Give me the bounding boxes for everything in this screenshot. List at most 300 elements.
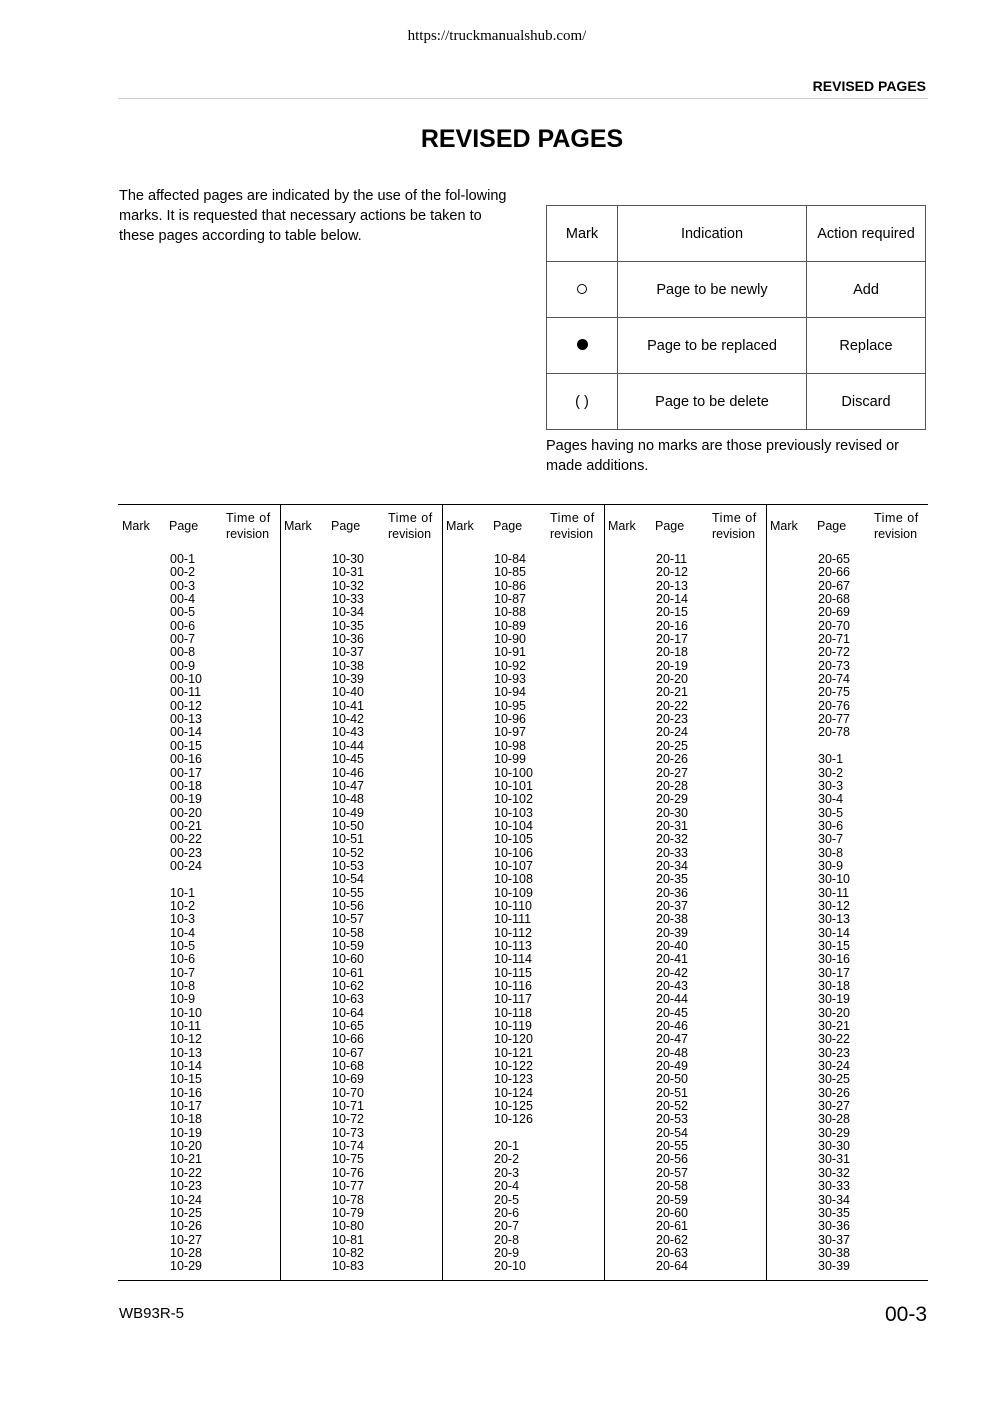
- page-entry: 20-52: [656, 1099, 688, 1114]
- page-entry: 10-110: [494, 898, 532, 913]
- page-entry: 10-17: [170, 1099, 202, 1114]
- page-entry: 30-21: [818, 1019, 850, 1034]
- page-entry: 20-39: [656, 925, 688, 940]
- page-entry: 10-51: [332, 832, 364, 847]
- indication-discard: Page to be delete: [618, 374, 807, 430]
- page-entry: 20-68: [818, 592, 850, 607]
- page-entry: 00-23: [170, 845, 202, 860]
- page-entry: 10-56: [332, 898, 364, 913]
- running-header: REVISED PAGES: [812, 78, 926, 94]
- page-entry: [170, 873, 202, 886]
- filled-circle-icon: [577, 339, 588, 350]
- page-entry: 20-61: [656, 1219, 688, 1234]
- page-entry: 10-109: [494, 885, 533, 900]
- page-entry: 10-83: [332, 1259, 364, 1274]
- page-entry: 00-2: [170, 565, 196, 580]
- page-entry: 10-22: [170, 1165, 202, 1180]
- page-entry: 10-104: [494, 818, 533, 833]
- page-entry: 20-41: [656, 952, 688, 967]
- page-entry: 20-49: [656, 1059, 688, 1074]
- page-entry: 10-123: [494, 1072, 533, 1087]
- page-entry: 30-11: [818, 885, 850, 900]
- page-entry: 10-113: [494, 938, 532, 953]
- page-entry: 20-1: [494, 1139, 520, 1154]
- page-entry: 10-4: [170, 925, 196, 940]
- marks-row-discard: [547, 374, 926, 430]
- page-entry: 20-21: [656, 685, 688, 700]
- page-entry: 10-13: [170, 1045, 202, 1060]
- intro-paragraph: The affected pages are indicated by the use of the fol-lowing marks. It is requested that necessary actions be taken to these pages according to table below.: [119, 188, 507, 244]
- page-entry: 30-34: [818, 1192, 850, 1207]
- page-entry: 10-74: [332, 1139, 364, 1154]
- page-entry: 30-9: [818, 858, 844, 873]
- page-entry: 10-82: [332, 1245, 364, 1260]
- page-entry: 10-25: [170, 1205, 202, 1220]
- page-entry: 30-38: [818, 1245, 850, 1260]
- page-entry: 10-29: [170, 1259, 202, 1274]
- page-entry: 10-38: [332, 658, 364, 673]
- page-entry: 20-29: [656, 792, 688, 807]
- page-entry: 10-84: [494, 552, 526, 566]
- page-entry: 10-68: [332, 1059, 364, 1074]
- page-entry: 10-87: [494, 592, 526, 607]
- page-entry: 10-106: [494, 845, 533, 860]
- page-entry: 30-26: [818, 1085, 850, 1100]
- page-entry: 20-71: [818, 632, 850, 647]
- page-entry: 10-20: [170, 1139, 202, 1154]
- marks-row-add: [547, 262, 926, 318]
- page-entry: 20-62: [656, 1232, 688, 1247]
- page-entry: 10-60: [332, 952, 364, 967]
- page-entry: 10-65: [332, 1019, 364, 1034]
- page-entry: 10-115: [494, 965, 532, 980]
- page-entry: 20-17: [656, 632, 688, 647]
- page-entry: 30-10: [818, 872, 850, 887]
- page-entry: 10-58: [332, 925, 364, 940]
- page-entry: 10-91: [494, 645, 526, 660]
- marks-header-mark: Mark: [547, 206, 618, 262]
- page-entry: 20-12: [656, 565, 688, 580]
- page-entry: 00-24: [170, 858, 202, 873]
- page-entry: 10-11: [170, 1019, 202, 1034]
- page-entry: 30-39: [818, 1259, 850, 1274]
- page-entry: 10-108: [494, 872, 533, 887]
- indication-replace: Page to be replaced: [618, 318, 807, 374]
- page-entries: [332, 553, 364, 1274]
- page-entry: 20-51: [656, 1085, 688, 1100]
- page-entry: 30-5: [818, 805, 844, 820]
- page-entry: 20-60: [656, 1205, 688, 1220]
- page-entry: 20-63: [656, 1245, 688, 1260]
- page-entry: 10-46: [332, 765, 364, 780]
- page-entry: 10-14: [170, 1059, 202, 1074]
- page-entry: 20-15: [656, 605, 688, 620]
- page-entry: 10-8: [170, 979, 196, 993]
- page-entry: 10-71: [332, 1099, 364, 1114]
- page-list-column-4: [604, 505, 767, 1280]
- marks-table-header-row: [547, 206, 926, 262]
- model-number: WB93R-5: [119, 1305, 185, 1322]
- page-entry: 10-37: [332, 645, 364, 660]
- page-entry: 30-4: [818, 792, 844, 807]
- page-entry: 20-69: [818, 605, 850, 620]
- page-entry: 20-70: [818, 618, 850, 633]
- page-entry: 20-43: [656, 979, 688, 993]
- page-entry: 20-55: [656, 1139, 688, 1154]
- page-entry: 10-98: [494, 738, 526, 753]
- page-entry: 10-53: [332, 858, 364, 873]
- action-discard: Discard: [807, 374, 926, 430]
- page-entry: 30-17: [818, 965, 850, 980]
- page-entry: 10-21: [170, 1152, 202, 1167]
- page-entry: 10-103: [494, 805, 533, 820]
- page-entry: 10-19: [170, 1125, 202, 1140]
- page-entry: 20-40: [656, 938, 688, 953]
- page-entry: 10-55: [332, 885, 364, 900]
- page-entry: 20-14: [656, 592, 688, 607]
- marks-header-indication: Indication: [618, 206, 807, 262]
- action-add: Add: [807, 262, 926, 318]
- page-entry: 30-1: [818, 752, 844, 767]
- page-entry: 00-20: [170, 805, 202, 820]
- page-entry: 10-33: [332, 592, 364, 607]
- page-entries: [494, 553, 533, 1274]
- page-entry: 10-10: [170, 1005, 202, 1020]
- page-entry: 30-22: [818, 1032, 850, 1047]
- page-entry: 10-75: [332, 1152, 364, 1167]
- marks-header-action: Action required: [807, 206, 926, 262]
- page-entry: 10-70: [332, 1085, 364, 1100]
- mark-cell-replace: [547, 318, 618, 374]
- page-entry: 00-13: [170, 712, 202, 727]
- page-entry: 20-5: [494, 1192, 520, 1207]
- page-entry: 30-7: [818, 832, 844, 847]
- page-entry: 20-67: [818, 578, 850, 593]
- page-entry: 10-80: [332, 1219, 364, 1234]
- page-entry: 10-100: [494, 765, 533, 780]
- page-entry: 20-72: [818, 645, 850, 660]
- page-entry: 20-32: [656, 832, 688, 847]
- page-entry: 10-2: [170, 898, 196, 913]
- page-entry: 10-93: [494, 672, 526, 687]
- mark-cell-discard: ( ): [547, 374, 618, 430]
- page-entry: 10-62: [332, 979, 364, 993]
- page-entry: 10-16: [170, 1085, 202, 1100]
- page-entry: 20-74: [818, 672, 850, 687]
- page-entry: 10-112: [494, 925, 532, 940]
- page-entry: 10-63: [332, 992, 364, 1007]
- page-entry: 30-27: [818, 1099, 850, 1114]
- page-entry: 20-66: [818, 565, 850, 580]
- page-entry: 00-11: [170, 685, 202, 700]
- page-entry: 30-23: [818, 1045, 850, 1060]
- page-entry: 20-78: [818, 725, 850, 740]
- page-entry: 10-52: [332, 845, 364, 860]
- page-entry: 30-13: [818, 912, 850, 927]
- page-entry: 00-15: [170, 738, 202, 753]
- page-entry: 10-72: [332, 1112, 364, 1127]
- page-entry: 10-26: [170, 1219, 202, 1234]
- page-entry: 20-30: [656, 805, 688, 820]
- page-entry: 00-16: [170, 752, 202, 767]
- page-entry: 10-81: [332, 1232, 364, 1247]
- page-entry: 10-15: [170, 1072, 202, 1087]
- page-entry: 10-42: [332, 712, 364, 727]
- page-entry: 20-64: [656, 1259, 688, 1274]
- header-rule: [118, 98, 928, 99]
- mark-cell-add: [547, 262, 618, 318]
- page-entry: 20-4: [494, 1179, 520, 1194]
- page-entry: 10-27: [170, 1232, 202, 1247]
- header-page: Page: [817, 519, 847, 533]
- page-entry: 20-58: [656, 1179, 688, 1194]
- page-entry: 20-31: [656, 818, 688, 833]
- page-entry: 10-40: [332, 685, 364, 700]
- page-entry: 00-12: [170, 698, 202, 713]
- page-entry: 10-28: [170, 1245, 202, 1260]
- page-entry: 10-102: [494, 792, 533, 807]
- page-entry: 20-16: [656, 618, 688, 633]
- page-entry: 20-36: [656, 885, 688, 900]
- page-entry: 10-12: [170, 1032, 202, 1047]
- page-entry: 10-31: [332, 565, 364, 580]
- page-entry: 20-76: [818, 698, 850, 713]
- page-entry: 10-107: [494, 858, 533, 873]
- page-list-column-1: [118, 505, 281, 1280]
- page-entry: 00-5: [170, 605, 196, 620]
- page-entry: 10-50: [332, 818, 364, 833]
- page-entries: [818, 553, 850, 1274]
- page-entry: 20-26: [656, 752, 688, 767]
- page-entry: 20-20: [656, 672, 688, 687]
- page-entry: 00-7: [170, 632, 196, 647]
- page-entry: 10-35: [332, 618, 364, 633]
- page-entry: 20-8: [494, 1232, 520, 1247]
- page-entry: 20-59: [656, 1192, 688, 1207]
- header-page: Page: [331, 519, 361, 533]
- page-entry: 20-35: [656, 872, 688, 887]
- page-entry: 10-95: [494, 698, 526, 713]
- page-entry: 20-47: [656, 1032, 688, 1047]
- indication-add: Page to be newly: [618, 262, 807, 318]
- page-entry: 20-44: [656, 992, 688, 1007]
- page-entry: 00-9: [170, 658, 196, 673]
- page-entry: 20-48: [656, 1045, 688, 1060]
- page-entry: 30-36: [818, 1219, 850, 1234]
- page-entry: 30-14: [818, 925, 850, 940]
- header-mark: Mark: [608, 519, 636, 533]
- page-entry: 20-73: [818, 658, 850, 673]
- page-entry: 30-3: [818, 778, 844, 793]
- page-entry: 30-33: [818, 1179, 850, 1194]
- page-entry: 10-111: [494, 912, 532, 927]
- page-entry: 20-2: [494, 1152, 520, 1167]
- page-entry: 20-23: [656, 712, 688, 727]
- page-entry: 00-17: [170, 765, 202, 780]
- header-page: Page: [169, 519, 199, 533]
- page-entry: 00-4: [170, 592, 196, 607]
- page-entries: [170, 553, 202, 1274]
- page-entry: 10-47: [332, 778, 364, 793]
- page-entry: 20-7: [494, 1219, 520, 1234]
- page-list-column-5: [766, 505, 928, 1280]
- page-entry: [494, 1127, 533, 1140]
- column-header: [604, 505, 766, 545]
- marks-note: Pages having no marks are those previously revised or made additions.: [546, 438, 900, 474]
- page-entry: 10-5: [170, 938, 196, 953]
- page-entry: 20-75: [818, 685, 850, 700]
- page-entry: 30-15: [818, 938, 850, 953]
- page-entry: 10-34: [332, 605, 364, 620]
- page-entry: 10-114: [494, 952, 532, 967]
- marks-legend-table: [546, 205, 926, 430]
- page-entry: 10-94: [494, 685, 526, 700]
- page-entry: 30-8: [818, 845, 844, 860]
- page-entry: 10-119: [494, 1019, 532, 1034]
- page-entry: 20-42: [656, 965, 688, 980]
- page-entry: 10-77: [332, 1179, 364, 1194]
- header-time-of-revision: Time of revision: [874, 511, 919, 541]
- page-entries: [656, 553, 688, 1274]
- marks-row-replace: [547, 318, 926, 374]
- page-entry: 20-65: [818, 552, 850, 566]
- page-entry: 10-6: [170, 952, 196, 967]
- page-entry: 20-38: [656, 912, 688, 927]
- page-number: 00-3: [884, 1303, 927, 1326]
- page-entry: 10-79: [332, 1205, 364, 1220]
- page-entry: 10-23: [170, 1179, 202, 1194]
- page-entry: 20-28: [656, 778, 688, 793]
- page-entry: 30-29: [818, 1125, 850, 1140]
- page-entry: 10-66: [332, 1032, 364, 1047]
- page-entry: 20-10: [494, 1259, 526, 1274]
- page-list-column-3: [442, 505, 605, 1280]
- header-page: Page: [655, 519, 685, 533]
- page-entry: 20-33: [656, 845, 688, 860]
- page-entry: 10-105: [494, 832, 533, 847]
- page-entry: 30-16: [818, 952, 850, 967]
- page-entry: 30-2: [818, 765, 844, 780]
- page-entry: 30-6: [818, 818, 844, 833]
- page-entry: 20-54: [656, 1125, 688, 1140]
- header-time-of-revision: Time of revision: [388, 511, 433, 541]
- page-entry: 30-25: [818, 1072, 850, 1087]
- page-entry: 10-64: [332, 1005, 364, 1020]
- revised-pages-list: [118, 504, 928, 1281]
- page-entry: 20-11: [656, 552, 688, 566]
- page-entry: [818, 740, 850, 753]
- page-entry: 10-32: [332, 578, 364, 593]
- page-entry: 00-22: [170, 832, 202, 847]
- page-entry: 30-12: [818, 898, 850, 913]
- page-entry: 10-69: [332, 1072, 364, 1087]
- page-entry: 00-21: [170, 818, 202, 833]
- page-entry: 10-3: [170, 912, 196, 927]
- page-entry: 20-53: [656, 1112, 688, 1127]
- page-entry: 10-88: [494, 605, 526, 620]
- page-entry: 20-57: [656, 1165, 688, 1180]
- page-entry: 10-43: [332, 725, 364, 740]
- page-entry: 20-37: [656, 898, 688, 913]
- page-entry: 10-39: [332, 672, 364, 687]
- page-entry: 20-77: [818, 712, 850, 727]
- page-entry: 10-1: [170, 885, 196, 900]
- page-entry: 30-19: [818, 992, 850, 1007]
- page-entry: 10-30: [332, 552, 364, 566]
- header-mark: Mark: [122, 519, 150, 533]
- page-entry: 20-3: [494, 1165, 520, 1180]
- page-entry: 00-14: [170, 725, 202, 740]
- page-entry: 10-99: [494, 752, 526, 767]
- page-entry: 10-125: [494, 1099, 533, 1114]
- page-entry: 20-22: [656, 698, 688, 713]
- page-entry: 20-18: [656, 645, 688, 660]
- page-entry: 10-45: [332, 752, 364, 767]
- header-time-of-revision: Time of revision: [226, 511, 271, 541]
- open-circle-icon: [577, 284, 587, 294]
- page-entry: 10-7: [170, 965, 196, 980]
- page-entry: 20-24: [656, 725, 688, 740]
- page-entry: 10-85: [494, 565, 526, 580]
- page-entry: 10-120: [494, 1032, 533, 1047]
- page-entry: 10-117: [494, 992, 532, 1007]
- page-entry: 30-37: [818, 1232, 850, 1247]
- page-entry: 10-86: [494, 578, 526, 593]
- header-mark: Mark: [446, 519, 474, 533]
- page-entry: 20-27: [656, 765, 688, 780]
- source-url: https://truckmanualshub.com/: [407, 28, 587, 44]
- page-entry: 10-118: [494, 1005, 532, 1020]
- page-entry: 10-121: [494, 1045, 533, 1060]
- page-entry: 10-44: [332, 738, 364, 753]
- header-page: Page: [493, 519, 523, 533]
- column-header: [442, 505, 604, 545]
- page-entry: 10-89: [494, 618, 526, 633]
- action-replace: Replace: [807, 318, 926, 374]
- page-entry: 20-9: [494, 1245, 520, 1260]
- page-entry: 30-18: [818, 979, 850, 993]
- page-entry: 10-24: [170, 1192, 202, 1207]
- page-entry: 10-54: [332, 872, 364, 887]
- header-time-of-revision: Time of revision: [712, 511, 757, 541]
- page-list-column-2: [280, 505, 443, 1280]
- page-entry: 30-28: [818, 1112, 850, 1127]
- page-entry: 10-18: [170, 1112, 202, 1127]
- page-entry: 20-19: [656, 658, 688, 673]
- page-entry: 10-92: [494, 658, 526, 673]
- page-entry: 30-20: [818, 1005, 850, 1020]
- header-mark: Mark: [284, 519, 312, 533]
- page-entry: 30-30: [818, 1139, 850, 1154]
- page-entry: 10-67: [332, 1045, 364, 1060]
- page-entry: 10-96: [494, 712, 526, 727]
- page-entry: 10-61: [332, 965, 364, 980]
- page-entry: 00-3: [170, 578, 196, 593]
- column-header: [766, 505, 928, 545]
- page-entry: 20-56: [656, 1152, 688, 1167]
- page-entry: 20-6: [494, 1205, 520, 1220]
- page-entry: 10-59: [332, 938, 364, 953]
- page-entry: 00-1: [170, 552, 196, 566]
- page-entry: 10-78: [332, 1192, 364, 1207]
- page-entry: 00-19: [170, 792, 202, 807]
- page-entry: 00-8: [170, 645, 196, 660]
- page-entry: 20-13: [656, 578, 688, 593]
- page-entry: 10-90: [494, 632, 526, 647]
- page-entry: 00-18: [170, 778, 202, 793]
- page-entry: 10-73: [332, 1125, 364, 1140]
- page-entry: 30-32: [818, 1165, 850, 1180]
